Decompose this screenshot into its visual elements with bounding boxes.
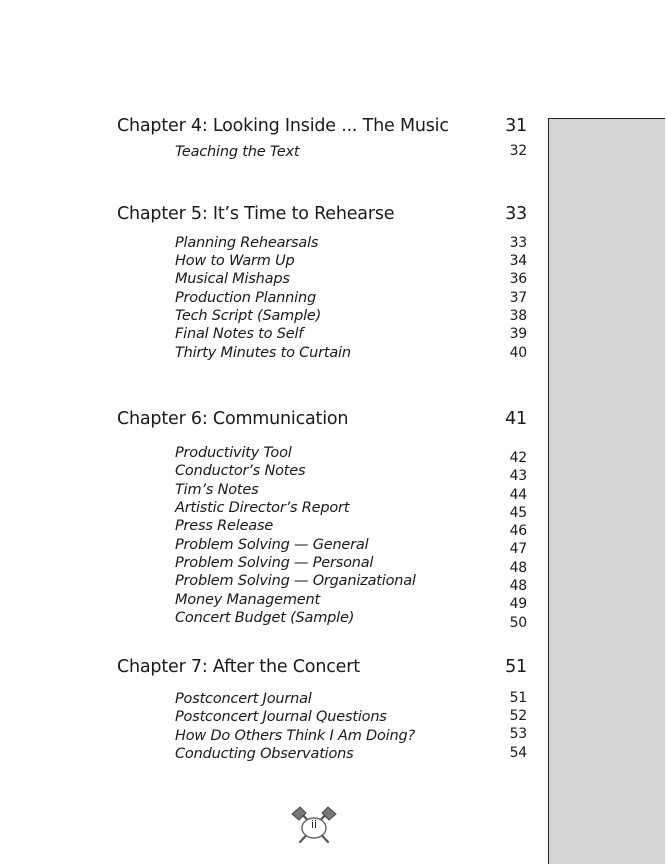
entry-title: Concert Budget (Sample) — [175, 610, 355, 626]
entry-title: Problem Solving — Personal — [175, 555, 374, 571]
toc-entry[interactable] — [175, 270, 527, 288]
chapter-title: Chapter 6: Communication — [117, 409, 349, 429]
entry-page: 36 — [509, 271, 527, 287]
entry-title: Production Planning — [175, 290, 316, 306]
chapter-page: 41 — [505, 409, 527, 429]
entry-title: How to Warm Up — [175, 253, 295, 269]
entry-title: Postconcert Journal Questions — [175, 709, 387, 725]
entry-title: Musical Mishaps — [175, 271, 290, 287]
toc-entry[interactable] — [175, 690, 527, 708]
entry-page: 54 — [509, 745, 527, 761]
toc-entry[interactable] — [175, 499, 527, 521]
entry-title: Press Release — [175, 518, 274, 534]
toc-entry[interactable] — [175, 462, 527, 484]
toc-entry[interactable] — [175, 708, 527, 726]
entry-page: 43 — [509, 468, 527, 484]
entry-page: 49 — [509, 596, 527, 612]
entry-page: 50 — [509, 615, 527, 631]
entry-title: Productivity Tool — [175, 445, 292, 461]
toc-entry[interactable] — [175, 727, 527, 745]
entry-page: 52 — [509, 708, 527, 724]
entry-page: 40 — [509, 345, 527, 361]
toc-entry[interactable] — [175, 536, 527, 557]
toc-entry[interactable] — [175, 745, 527, 763]
entry-title: Postconcert Journal — [175, 691, 312, 707]
entry-page: 51 — [509, 690, 527, 706]
toc-entry[interactable] — [175, 444, 527, 466]
entry-title: Conductor’s Notes — [175, 463, 306, 479]
entry-page: 48 — [509, 578, 527, 594]
toc-entry[interactable] — [175, 307, 527, 325]
entry-title: Conducting Observations — [175, 746, 354, 762]
entry-page: 48 — [509, 560, 527, 576]
toc-entry[interactable] — [175, 143, 527, 161]
entry-page: 46 — [509, 523, 527, 539]
entry-page: 47 — [509, 541, 527, 557]
entry-title: Planning Rehearsals — [175, 235, 319, 251]
toc-entry[interactable] — [175, 344, 527, 362]
page-number: ii — [310, 818, 318, 831]
toc-entry[interactable] — [175, 517, 527, 539]
entry-title: Artistic Director’s Report — [175, 500, 350, 516]
chapter-page: 33 — [505, 204, 527, 224]
entry-page: 53 — [509, 726, 527, 742]
toc-entry[interactable] — [175, 325, 527, 343]
entry-page: 39 — [509, 326, 527, 342]
toc-entry[interactable] — [175, 609, 527, 631]
entry-title: Final Notes to Self — [175, 326, 304, 342]
entry-title: How Do Others Think I Am Doing? — [175, 728, 415, 744]
toc-entry[interactable] — [175, 554, 527, 576]
entry-page: 45 — [509, 505, 527, 521]
entry-title: Thirty Minutes to Curtain — [175, 345, 351, 361]
entry-page: 32 — [509, 143, 527, 159]
chapter-title: Chapter 7: After the Concert — [117, 657, 360, 677]
entry-page: 33 — [509, 235, 527, 251]
entry-title: Tech Script (Sample) — [175, 308, 322, 324]
entry-page: 42 — [509, 450, 527, 466]
chapter-title: Chapter 4: Looking Inside ... The Music — [117, 116, 449, 136]
chapter-page: 31 — [505, 116, 527, 136]
entry-title: Problem Solving — Organizational — [175, 573, 416, 589]
toc-entry[interactable] — [175, 234, 527, 252]
entry-page: 38 — [509, 308, 527, 324]
entry-page: 37 — [509, 290, 527, 306]
entry-title: Money Management — [175, 592, 321, 608]
entry-page: 34 — [509, 253, 527, 269]
chapter-page: 51 — [505, 657, 527, 677]
toc-entry[interactable] — [175, 481, 527, 503]
toc-entry[interactable] — [175, 289, 527, 307]
toc-entry[interactable] — [175, 572, 527, 594]
entry-title: Tim’s Notes — [175, 482, 259, 498]
entry-title: Teaching the Text — [175, 144, 300, 160]
entry-title: Problem Solving — General — [175, 537, 369, 553]
chapter-title: Chapter 5: It’s Time to Rehearse — [117, 204, 395, 224]
toc-entry[interactable] — [175, 252, 527, 270]
toc-entry[interactable] — [175, 591, 527, 612]
entry-page: 44 — [509, 487, 527, 503]
side-tab-panel — [548, 118, 665, 864]
